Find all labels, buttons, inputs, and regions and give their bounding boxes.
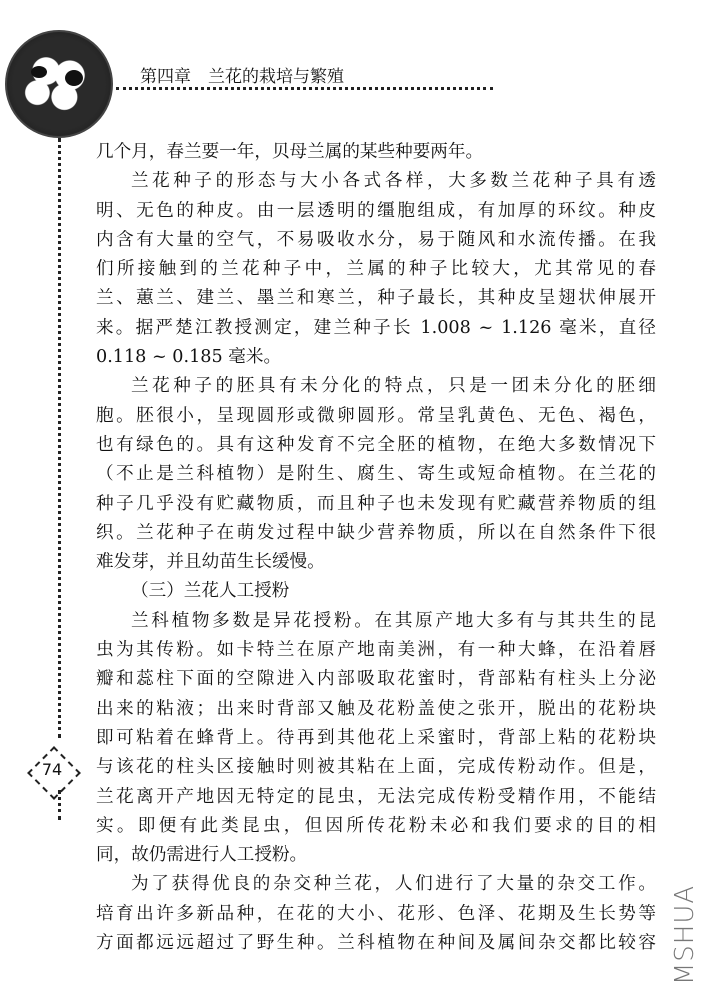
header-dotted-rule — [116, 87, 493, 90]
text-line: 方面都远远超过了野生种。兰科植物在种间及属间杂交都比较容 — [96, 933, 656, 954]
text-line: 同，故仍需进行人工授粉。 — [96, 845, 308, 866]
text-line: 内含有大量的空气，不易吸收水分，易于随风和水流传播。在我 — [96, 229, 656, 250]
body-text — [96, 138, 656, 958]
text-line: 出来的粘液；出来时背部又触及花粉盖使之张开，脱出的花粉块 — [96, 698, 656, 719]
text-line: 们所接触到的兰花种子中，兰属的种子比较大，尤其常见的春 — [96, 259, 656, 280]
text-line: 虫为其传粉。如卡特兰在原产地南美洲，有一种大蜂，在沿着唇 — [96, 640, 656, 661]
text-line: 0.118 ~ 0.185 毫米。 — [96, 347, 282, 368]
text-line: 几个月，春兰要一年，贝母兰属的某些种要两年。 — [96, 142, 484, 162]
text-line: 兰科植物多数是异花授粉。在其原产地大多有与其共生的昆 — [131, 610, 656, 631]
text-line: 即可粘着在蜂背上。待再到其他花上采蜜时，背部上粘的花粉块 — [96, 727, 656, 748]
watermark — [665, 880, 705, 990]
text-line: 与该花的柱头区接触时则被其粘在上面，完成传粉动作。但是， — [96, 757, 656, 778]
text-line: 胞。胚很小，呈现圆形或微卵圆形。常呈乳黄色、无色、褐色， — [96, 405, 656, 426]
text-line: 兰、蕙兰、建兰、墨兰和寒兰，种子最长，其种皮呈翅状伸展开 — [96, 288, 656, 309]
page-number-badge — [26, 745, 78, 797]
text-line: 培育出许多新品种，在花的大小、花形、色泽、花期及生长势等 — [96, 903, 656, 924]
text-line: 为了获得优良的杂交种兰花，人们进行了大量的杂交工作。 — [131, 874, 656, 895]
text-line: 兰花种子的胚具有未分化的特点，只是一团未分化的胚细 — [131, 376, 656, 397]
watermark-text: MSHUA — [670, 884, 701, 986]
text-line: 难发芽，并且幼苗生长缓慢。 — [96, 552, 325, 573]
emblem-shadow-2 — [65, 70, 83, 86]
text-line: 实。即便有此类昆虫，但因所传花粉未必和我们要求的目的相 — [96, 815, 656, 836]
text-line: 明、无色的种皮。由一层透明的缰胞组成，有加厚的环纹。种皮 — [96, 200, 656, 221]
text-line: 织。兰花种子在萌发过程中缺少营养物质，所以在自然条件下很 — [96, 522, 656, 543]
left-dotted-border — [58, 138, 61, 738]
text-line: （不止是兰科植物）是附生、腐生、寄生或短命植物。在兰花的 — [96, 464, 656, 485]
text-line: 种子几乎没有贮藏物质，而且种子也未发现有贮藏营养物质的组 — [96, 493, 656, 514]
page-number: 74 — [41, 760, 63, 779]
text-line: 兰花种子的形态与大小各式各样，大多数兰花种子具有透 — [131, 171, 656, 192]
text-line: 兰花离开产地因无特定的昆虫，无法完成传粉受精作用，不能结 — [96, 786, 656, 807]
flower-emblem-icon — [5, 30, 113, 138]
text-line: 瓣和蕊柱下面的空隙进入内部吸取花蜜时，背部粘有柱头上分泌 — [96, 669, 656, 690]
text-line: 也有绿色的。具有这种发育不完全胚的植物，在绝大多数情况下 — [96, 434, 656, 455]
text-line: （三）兰花人工授粉 — [131, 581, 290, 602]
text-line: 来。据严楚江教授测定，建兰种子长 1.008 ~ 1.126 毫米，直径 — [96, 317, 656, 338]
emblem-shadow-1 — [31, 66, 47, 78]
chapter-title: 第四章 兰花的栽培与繁殖 — [140, 67, 344, 87]
